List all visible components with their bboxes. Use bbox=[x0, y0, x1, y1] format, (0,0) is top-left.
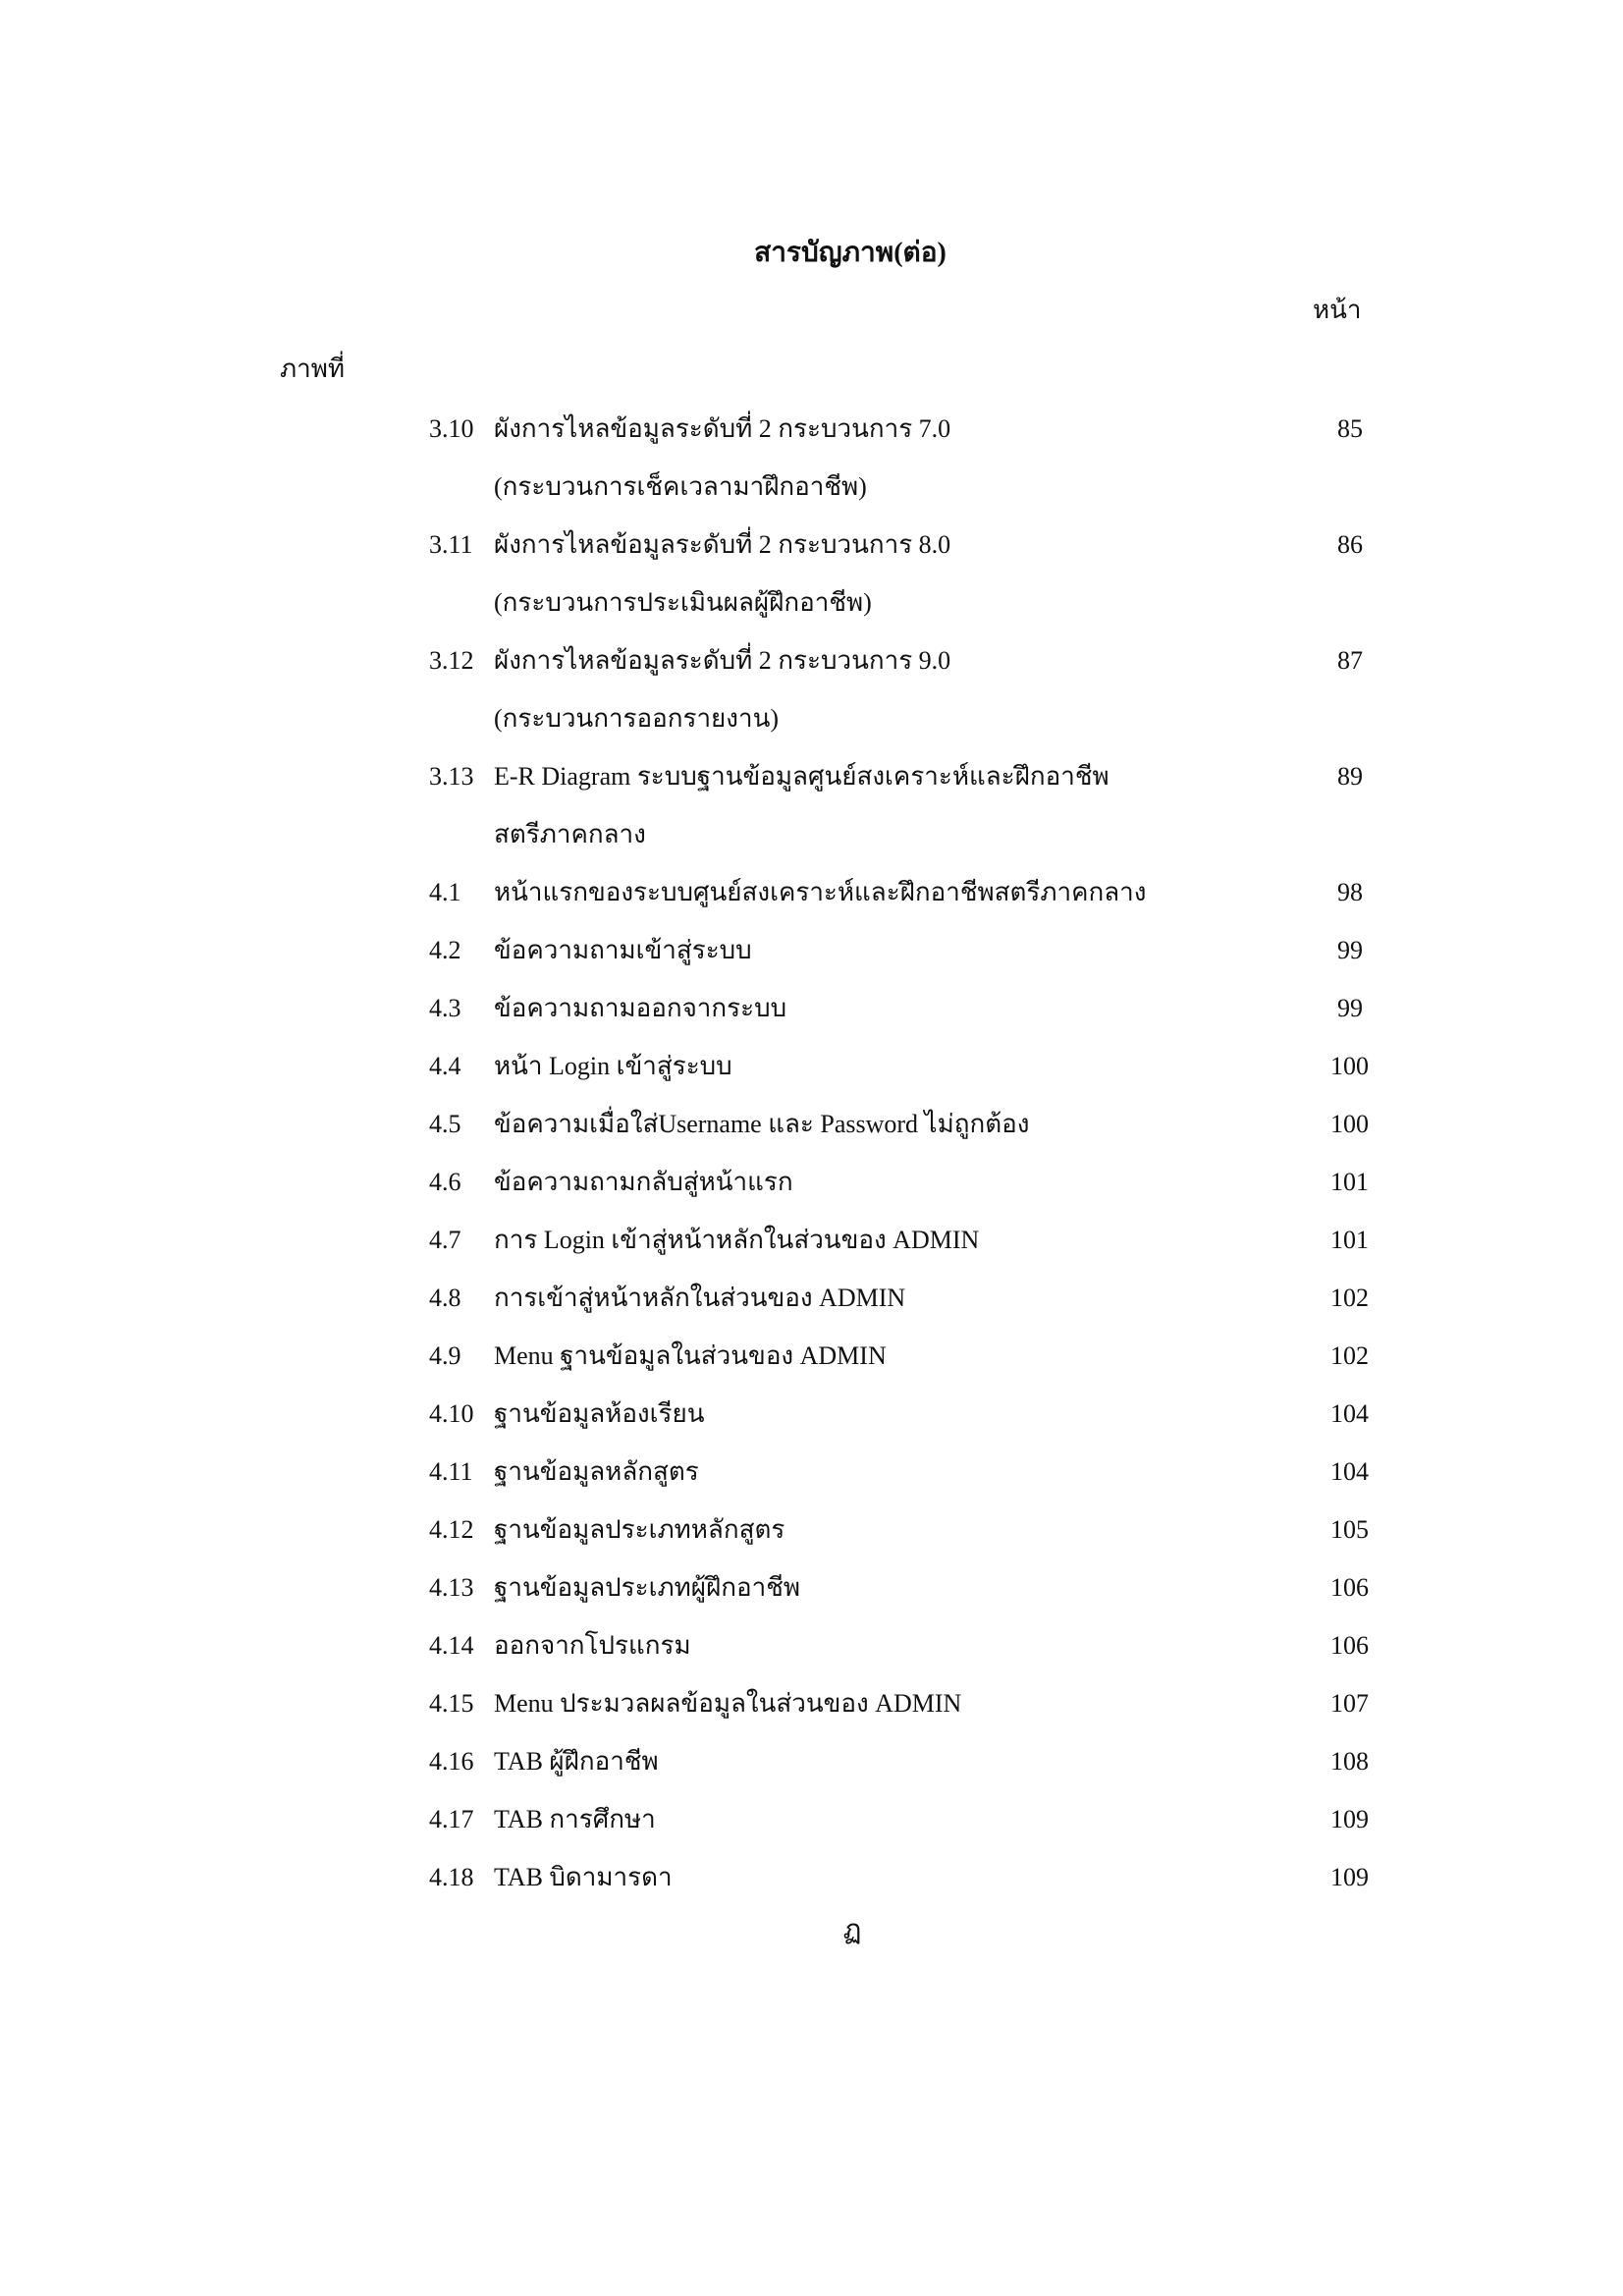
figure-caption: ฐานข้อมูลประเภทหลักสูตร bbox=[494, 1515, 785, 1544]
figure-caption: Menu ฐานข้อมูลในส่วนของ ADMIN bbox=[494, 1341, 887, 1370]
figure-caption: ผังการไหลข้อมูลระดับที่ 2 กระบวนการ 8.0 bbox=[494, 530, 951, 559]
toc-entry bbox=[0, 641, 1623, 699]
toc-entry bbox=[0, 1221, 1623, 1279]
figure-number: 4.9 bbox=[429, 1341, 461, 1370]
figure-number: 4.13 bbox=[429, 1573, 474, 1602]
page-number: 102 bbox=[1330, 1341, 1369, 1370]
page-number-footer: ฏ bbox=[842, 1915, 862, 1945]
figure-caption: ผังการไหลข้อมูลระดับที่ 2 กระบวนการ 7.0 bbox=[494, 414, 951, 443]
figure-caption: TAB ผู้ฝึกอาชีพ bbox=[494, 1747, 659, 1776]
toc-entry bbox=[0, 1684, 1623, 1742]
figure-caption: การ Login เข้าสู่หน้าหลักในส่วนของ ADMIN bbox=[494, 1226, 980, 1254]
toc-entry bbox=[0, 1163, 1623, 1221]
page-number: 86 bbox=[1337, 530, 1363, 559]
toc-entry bbox=[0, 1047, 1623, 1105]
figure-caption: ผังการไหลข้อมูลระดับที่ 2 กระบวนการ 9.0 bbox=[494, 646, 951, 675]
toc-entry bbox=[0, 989, 1623, 1047]
figure-number: 4.14 bbox=[429, 1631, 474, 1660]
figure-number: 4.12 bbox=[429, 1515, 474, 1544]
page-number: 102 bbox=[1330, 1284, 1369, 1312]
figure-caption: หน้าแรกของระบบศูนย์สงเคราะห์และฝึกอาชีพสตรีภาคกลาง bbox=[494, 878, 1147, 906]
toc-entry bbox=[0, 1337, 1623, 1394]
toc-entry bbox=[0, 1800, 1623, 1858]
page-number: 105 bbox=[1330, 1515, 1369, 1544]
toc-entry bbox=[0, 1858, 1623, 1916]
figure-number: 4.3 bbox=[429, 994, 461, 1022]
figure-caption: สตรีภาคกลาง bbox=[494, 820, 646, 848]
page-number: 85 bbox=[1337, 414, 1363, 443]
page-number: 99 bbox=[1337, 994, 1363, 1022]
figure-number: 4.7 bbox=[429, 1226, 461, 1254]
figure-caption: (กระบวนการเช็คเวลามาฝึกอาชีพ) bbox=[494, 472, 867, 501]
page-number: 104 bbox=[1330, 1457, 1369, 1486]
page-number: 106 bbox=[1330, 1573, 1369, 1602]
page-column-header: หน้า bbox=[1313, 296, 1362, 324]
figure-caption: Menu ประมวลผลข้อมูลในส่วนของ ADMIN bbox=[494, 1689, 962, 1718]
page-number: 99 bbox=[1337, 936, 1363, 964]
figure-number: 4.11 bbox=[429, 1457, 473, 1486]
page-number: 101 bbox=[1330, 1226, 1369, 1254]
toc-entry bbox=[0, 873, 1623, 931]
figure-number: 4.8 bbox=[429, 1284, 461, 1312]
figure-number: 4.2 bbox=[429, 936, 461, 964]
figure-number: 4.1 bbox=[429, 878, 461, 906]
page-number: 100 bbox=[1330, 1110, 1369, 1138]
toc-entry-continuation bbox=[0, 815, 1623, 873]
figure-caption: ออกจากโปรแกรม bbox=[494, 1631, 691, 1660]
toc-entry-continuation bbox=[0, 467, 1623, 525]
figure-caption: ข้อความถามเข้าสู่ระบบ bbox=[494, 936, 752, 964]
toc-entry bbox=[0, 1279, 1623, 1337]
figure-number: 4.17 bbox=[429, 1805, 474, 1833]
toc-entry bbox=[0, 757, 1623, 815]
figure-caption: (กระบวนการออกรายงาน) bbox=[494, 704, 780, 733]
page-number: 87 bbox=[1337, 646, 1363, 675]
figure-number: 3.13 bbox=[429, 762, 474, 791]
figure-number: 4.10 bbox=[429, 1399, 474, 1428]
page-number: 100 bbox=[1330, 1052, 1369, 1080]
toc-entry bbox=[0, 931, 1623, 989]
figure-caption: TAB บิดามารดา bbox=[494, 1863, 673, 1891]
figure-caption: E-R Diagram ระบบฐานข้อมูลศูนย์สงเคราะห์และฝึกอาชีพ bbox=[494, 762, 1109, 791]
figure-caption: TAB การศึกษา bbox=[494, 1805, 656, 1833]
page-number: 98 bbox=[1337, 878, 1363, 906]
page-number: 89 bbox=[1337, 762, 1363, 791]
figure-number: 4.6 bbox=[429, 1168, 461, 1196]
figure-number: 4.5 bbox=[429, 1110, 461, 1138]
figure-number: 3.11 bbox=[429, 530, 473, 559]
figure-caption: ฐานข้อมูลหลักสูตร bbox=[494, 1457, 699, 1486]
page-title: สารบัญภาพ(ต่อ) bbox=[754, 238, 947, 268]
toc-entry-continuation bbox=[0, 583, 1623, 641]
page-number: 108 bbox=[1330, 1747, 1369, 1776]
figure-column-header: ภาพที่ bbox=[280, 355, 346, 383]
figure-caption: ข้อความถามกลับสู่หน้าแรก bbox=[494, 1168, 793, 1196]
figure-caption: ข้อความถามออกจากระบบ bbox=[494, 994, 787, 1022]
figure-caption: หน้า Login เข้าสู่ระบบ bbox=[494, 1052, 732, 1080]
figure-number: 4.18 bbox=[429, 1863, 474, 1891]
toc-entry bbox=[0, 1452, 1623, 1510]
figure-number: 4.15 bbox=[429, 1689, 474, 1718]
toc-entry bbox=[0, 525, 1623, 583]
toc-entry bbox=[0, 1394, 1623, 1452]
toc-entry bbox=[0, 1742, 1623, 1800]
toc-entry bbox=[0, 1568, 1623, 1626]
page-number: 106 bbox=[1330, 1631, 1369, 1660]
toc-entry-continuation bbox=[0, 699, 1623, 757]
page-number: 101 bbox=[1330, 1168, 1369, 1196]
figure-caption: การเข้าสู่หน้าหลักในส่วนของ ADMIN bbox=[494, 1284, 906, 1312]
page-number: 104 bbox=[1330, 1399, 1369, 1428]
toc-entry bbox=[0, 1510, 1623, 1568]
toc-entry bbox=[0, 1105, 1623, 1163]
figure-caption: ข้อความเมื่อใส่Username และ Password ไม่ถูกต้อง bbox=[494, 1110, 1030, 1138]
toc-entry bbox=[0, 1626, 1623, 1684]
figure-caption: ฐานข้อมูลประเภทผู้ฝึกอาชีพ bbox=[494, 1573, 800, 1602]
page-number: 109 bbox=[1330, 1805, 1369, 1833]
figure-caption: (กระบวนการประเมินผลผู้ฝึกอาชีพ) bbox=[494, 588, 872, 617]
figure-number: 4.16 bbox=[429, 1747, 474, 1776]
page-number: 109 bbox=[1330, 1863, 1369, 1891]
figure-number: 3.12 bbox=[429, 646, 474, 675]
figure-number: 3.10 bbox=[429, 414, 474, 443]
page-number: 107 bbox=[1330, 1689, 1369, 1718]
toc-entry bbox=[0, 410, 1623, 467]
figure-caption: ฐานข้อมูลห้องเรียน bbox=[494, 1399, 705, 1428]
figure-number: 4.4 bbox=[429, 1052, 461, 1080]
